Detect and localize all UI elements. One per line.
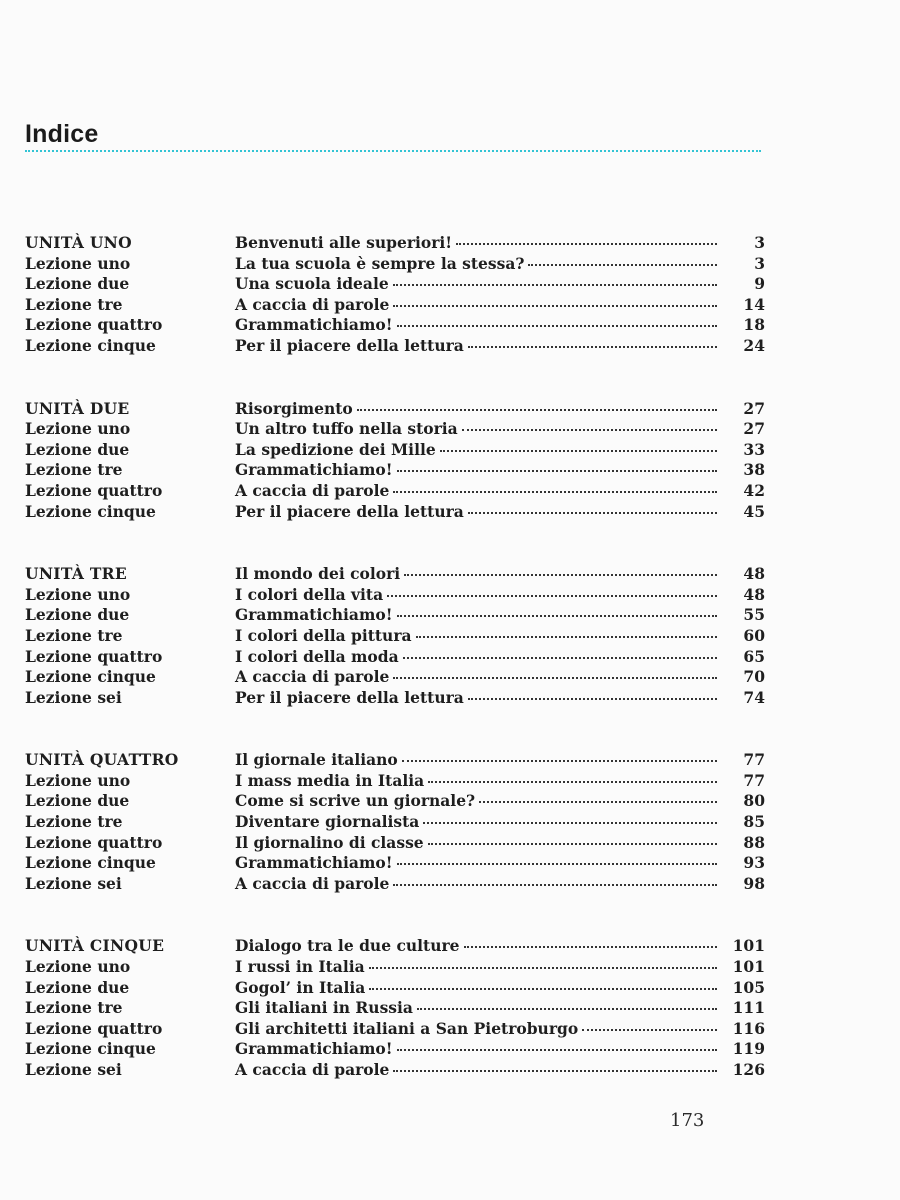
unit-heading-row xyxy=(25,936,765,957)
lesson-label: Lezione due xyxy=(25,274,130,294)
entry-page-number: 48 xyxy=(743,584,765,604)
unit-heading-row xyxy=(25,233,765,254)
entry-title: Come si scrive un giornale? xyxy=(235,791,476,811)
unit-heading-row xyxy=(25,750,765,771)
unit-name: UNITÀ QUATTRO xyxy=(25,750,179,770)
entry-page-number: 70 xyxy=(743,667,765,687)
entry-page-number: 116 xyxy=(732,1018,765,1038)
lesson-label: Lezione tre xyxy=(25,460,123,480)
entry-title: Grammatichiamo! xyxy=(235,1039,393,1059)
toc-entry xyxy=(235,791,765,812)
toc-entry xyxy=(235,874,765,895)
entry-page-number: 126 xyxy=(732,1060,765,1079)
dot-leader xyxy=(428,842,717,845)
lesson-label: Lezione cinque xyxy=(25,667,156,687)
lesson-row xyxy=(25,812,765,833)
toc-entry xyxy=(235,647,765,668)
toc-entry xyxy=(235,667,765,688)
lesson-row xyxy=(25,481,765,502)
lesson-label: Lezione quattro xyxy=(25,832,163,852)
lesson-row xyxy=(25,957,765,978)
entry-page-number: 60 xyxy=(743,625,765,645)
lesson-label: Lezione uno xyxy=(25,770,131,790)
entry-title: A caccia di parole xyxy=(235,1060,390,1079)
dot-leader xyxy=(393,1069,717,1072)
lesson-label: Lezione uno xyxy=(25,957,131,977)
dot-leader xyxy=(417,1007,717,1010)
entry-page-number: 111 xyxy=(732,998,765,1018)
entry-title: I mass media in Italia xyxy=(235,770,425,790)
table-of-contents xyxy=(25,233,765,1123)
entry-title: Un altro tuffo nella storia xyxy=(235,419,458,439)
entry-title: Il mondo dei colori xyxy=(235,564,401,584)
lesson-label: Lezione tre xyxy=(25,294,123,314)
dot-leader xyxy=(456,242,717,245)
lesson-row xyxy=(25,254,765,275)
dot-leader xyxy=(464,945,717,948)
lesson-row xyxy=(25,771,765,792)
dot-leader xyxy=(582,1028,717,1031)
lesson-label: Lezione due xyxy=(25,977,130,997)
entry-page-number: 55 xyxy=(743,605,765,625)
lesson-row xyxy=(25,833,765,854)
entry-page-number: 27 xyxy=(743,398,765,418)
unit-block xyxy=(25,564,765,708)
entry-title: Una scuola ideale xyxy=(235,274,389,294)
dot-leader xyxy=(393,304,717,307)
toc-entry xyxy=(235,585,765,606)
lesson-label: Lezione uno xyxy=(25,253,131,273)
lesson-row xyxy=(25,791,765,812)
lesson-row xyxy=(25,605,765,626)
dot-leader xyxy=(387,594,717,597)
lesson-label: Lezione uno xyxy=(25,584,131,604)
entry-page-number: 77 xyxy=(743,750,765,770)
toc-entry xyxy=(235,688,765,709)
toc-entry xyxy=(235,812,765,833)
lesson-label: Lezione cinque xyxy=(25,501,156,521)
lesson-row xyxy=(25,688,765,709)
entry-page-number: 88 xyxy=(743,832,765,852)
toc-entry xyxy=(235,626,765,647)
toc-entry xyxy=(235,502,765,523)
page-title: Indice xyxy=(25,120,99,148)
dot-leader xyxy=(403,656,717,659)
lesson-label: Lezione tre xyxy=(25,998,123,1018)
entry-page-number: 74 xyxy=(743,687,765,707)
lesson-label: Lezione quattro xyxy=(25,646,163,666)
dot-leader xyxy=(397,1048,717,1051)
toc-entry xyxy=(235,978,765,999)
entry-title: I colori della vita xyxy=(235,584,384,604)
lesson-row xyxy=(25,853,765,874)
entry-title: Per il piacere della lettura xyxy=(235,335,464,355)
toc-entry xyxy=(235,419,765,440)
unit-block xyxy=(25,750,765,894)
entry-page-number: 80 xyxy=(743,791,765,811)
entry-title: Grammatichiamo! xyxy=(235,315,393,335)
entry-title: Grammatichiamo! xyxy=(235,853,393,873)
dot-leader xyxy=(397,862,717,865)
lesson-row xyxy=(25,978,765,999)
entry-page-number: 65 xyxy=(743,646,765,666)
toc-entry xyxy=(235,233,765,254)
entry-page-number: 48 xyxy=(743,564,765,584)
dot-leader xyxy=(393,676,717,679)
entry-page-number: 3 xyxy=(754,253,765,273)
entry-title: Diventare giornalista xyxy=(235,812,420,832)
unit-name: UNITÀ TRE xyxy=(25,564,127,584)
entry-page-number: 85 xyxy=(743,812,765,832)
dot-leader xyxy=(416,635,717,638)
lesson-row xyxy=(25,585,765,606)
lesson-row xyxy=(25,502,765,523)
dot-leader xyxy=(423,821,717,824)
entry-title: I colori della pittura xyxy=(235,625,412,645)
toc-entry xyxy=(235,460,765,481)
entry-title: Gli italiani in Russia xyxy=(235,998,413,1018)
dot-leader xyxy=(468,345,717,348)
entry-page-number: 18 xyxy=(743,315,765,335)
dot-leader xyxy=(404,573,717,576)
entry-title: La spedizione dei Mille xyxy=(235,439,436,459)
entry-page-number: 27 xyxy=(743,419,765,439)
toc-entry xyxy=(235,440,765,461)
dot-leader xyxy=(393,490,717,493)
page-number: 173 xyxy=(670,1110,705,1131)
lesson-label: Lezione tre xyxy=(25,812,123,832)
toc-entry xyxy=(235,936,765,957)
dot-leader xyxy=(369,987,717,990)
lesson-row xyxy=(25,1060,765,1081)
entry-title: A caccia di parole xyxy=(235,294,390,314)
entry-title: A caccia di parole xyxy=(235,873,390,893)
unit-name: UNITÀ DUE xyxy=(25,398,130,418)
entry-page-number: 105 xyxy=(732,977,765,997)
entry-page-number: 42 xyxy=(743,480,765,500)
dot-leader xyxy=(462,428,717,431)
dot-leader xyxy=(357,408,717,411)
unit-block xyxy=(25,399,765,523)
entry-title: Risorgimento xyxy=(235,398,353,418)
lesson-label: Lezione quattro xyxy=(25,315,163,335)
toc-entry xyxy=(235,750,765,771)
toc-entry xyxy=(235,315,765,336)
entry-title: Grammatichiamo! xyxy=(235,460,393,480)
lesson-row xyxy=(25,647,765,668)
entry-title: Benvenuti alle superiori! xyxy=(235,233,453,252)
entry-title: Il giornalino di classe xyxy=(235,832,424,852)
dot-leader xyxy=(393,883,717,886)
dot-leader xyxy=(479,800,717,803)
unit-heading-row xyxy=(25,564,765,585)
lesson-label: Lezione due xyxy=(25,605,130,625)
lesson-row xyxy=(25,626,765,647)
entry-title: Gli architetti italiani a San Pietroburgo xyxy=(235,1018,579,1038)
toc-entry xyxy=(235,957,765,978)
unit-block xyxy=(25,233,765,357)
entry-title: Per il piacere della lettura xyxy=(235,687,464,707)
dot-leader xyxy=(440,449,717,452)
lesson-label: Lezione sei xyxy=(25,687,122,707)
toc-entry xyxy=(235,564,765,585)
toc-entry xyxy=(235,295,765,316)
lesson-row xyxy=(25,874,765,895)
entry-title: Grammatichiamo! xyxy=(235,605,393,625)
toc-entry xyxy=(235,1060,765,1081)
toc-entry xyxy=(235,853,765,874)
dot-leader xyxy=(369,966,717,969)
lesson-row xyxy=(25,419,765,440)
unit-block xyxy=(25,936,765,1080)
unit-heading-row xyxy=(25,399,765,420)
entry-page-number: 119 xyxy=(732,1039,765,1059)
entry-page-number: 14 xyxy=(743,294,765,314)
lesson-label: Lezione due xyxy=(25,439,130,459)
lesson-label: Lezione quattro xyxy=(25,480,163,500)
toc-entry xyxy=(235,998,765,1019)
dot-leader xyxy=(397,324,717,327)
lesson-label: Lezione cinque xyxy=(25,1039,156,1059)
toc-entry xyxy=(235,771,765,792)
lesson-row xyxy=(25,274,765,295)
lesson-row xyxy=(25,1039,765,1060)
toc-entry xyxy=(235,605,765,626)
entry-title: Il giornale italiano xyxy=(235,750,398,770)
lesson-label: Lezione due xyxy=(25,791,130,811)
entry-page-number: 93 xyxy=(743,853,765,873)
dot-leader xyxy=(528,263,717,266)
toc-entry xyxy=(235,481,765,502)
lesson-row xyxy=(25,998,765,1019)
dot-leader xyxy=(428,780,717,783)
entry-title: I colori della moda xyxy=(235,646,399,666)
dot-leader xyxy=(468,697,717,700)
entry-title: A caccia di parole xyxy=(235,480,390,500)
unit-name: UNITÀ CINQUE xyxy=(25,936,165,956)
entry-title: Per il piacere della lettura xyxy=(235,501,464,521)
entry-page-number: 33 xyxy=(743,439,765,459)
title-divider xyxy=(25,150,761,152)
entry-title: La tua scuola è sempre la stessa? xyxy=(235,253,525,273)
dot-leader xyxy=(397,614,717,617)
lesson-row xyxy=(25,315,765,336)
toc-entry xyxy=(235,833,765,854)
dot-leader xyxy=(402,759,717,762)
lesson-row xyxy=(25,336,765,357)
entry-page-number: 38 xyxy=(743,460,765,480)
entry-page-number: 101 xyxy=(732,936,765,956)
unit-name: UNITÀ UNO xyxy=(25,233,132,252)
lesson-row xyxy=(25,295,765,316)
lesson-row xyxy=(25,1019,765,1040)
toc-entry xyxy=(235,1039,765,1060)
lesson-row xyxy=(25,440,765,461)
toc-entry xyxy=(235,399,765,420)
toc-entry xyxy=(235,336,765,357)
entry-page-number: 77 xyxy=(743,770,765,790)
lesson-row xyxy=(25,460,765,481)
lesson-label: Lezione sei xyxy=(25,1060,122,1079)
lesson-label: Lezione sei xyxy=(25,873,122,893)
lesson-label: Lezione uno xyxy=(25,419,131,439)
lesson-label: Lezione cinque xyxy=(25,335,156,355)
lesson-row xyxy=(25,667,765,688)
entry-title: A caccia di parole xyxy=(235,667,390,687)
entry-title: Dialogo tra le due culture xyxy=(235,936,460,956)
dot-leader xyxy=(468,511,717,514)
lesson-label: Lezione cinque xyxy=(25,853,156,873)
toc-entry xyxy=(235,1019,765,1040)
dot-leader xyxy=(393,283,717,286)
toc-entry xyxy=(235,254,765,275)
dot-leader xyxy=(397,469,717,472)
entry-page-number: 101 xyxy=(732,957,765,977)
entry-page-number: 45 xyxy=(743,501,765,521)
toc-entry xyxy=(235,274,765,295)
entry-page-number: 24 xyxy=(743,335,765,355)
lesson-label: Lezione quattro xyxy=(25,1018,163,1038)
entry-page-number: 98 xyxy=(743,873,765,893)
entry-page-number: 3 xyxy=(754,233,765,252)
entry-page-number: 9 xyxy=(754,274,765,294)
lesson-label: Lezione tre xyxy=(25,625,123,645)
entry-title: Gogol’ in Italia xyxy=(235,977,366,997)
entry-title: I russi in Italia xyxy=(235,957,365,977)
